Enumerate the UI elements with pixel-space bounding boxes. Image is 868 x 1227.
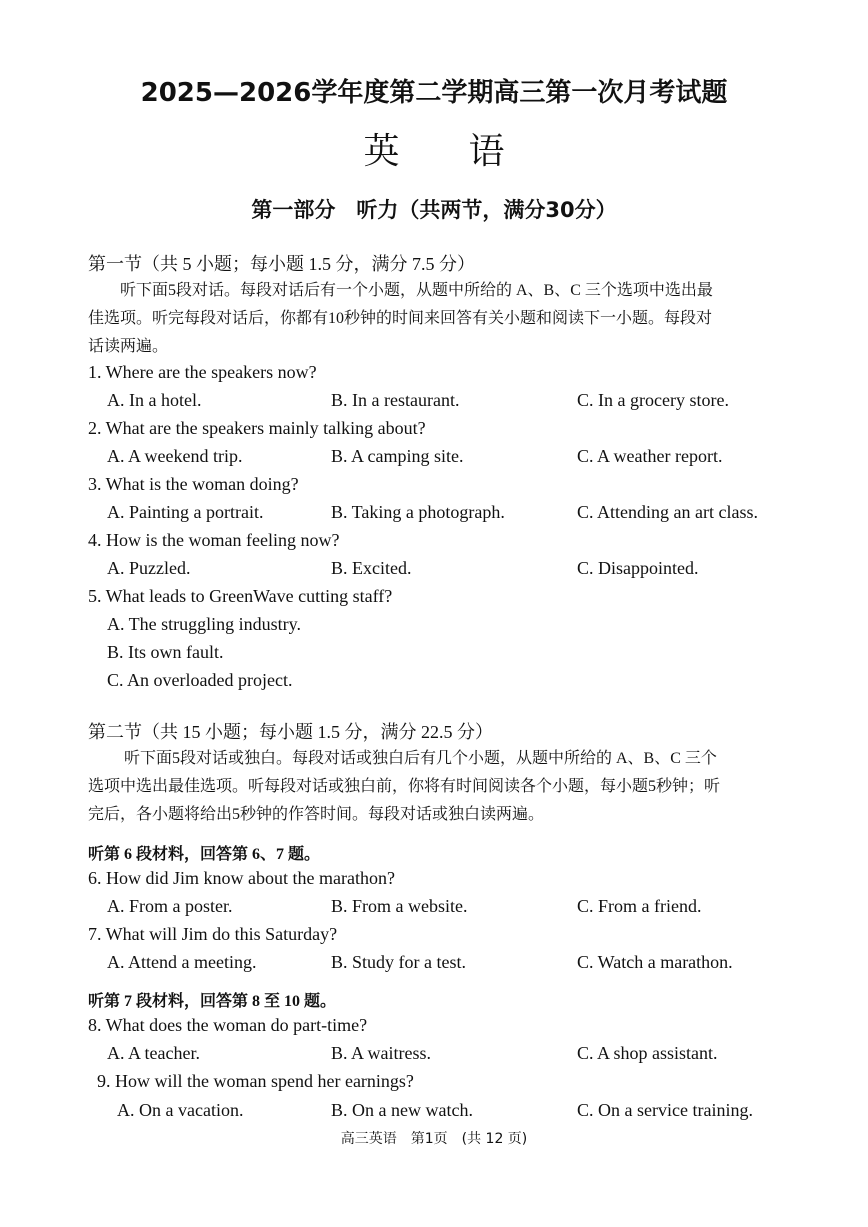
option-c: C. From a friend. — [577, 896, 702, 916]
question-stem: 4. How is the woman feeling now? — [88, 530, 340, 550]
option-c: C. A shop assistant. — [577, 1043, 718, 1063]
option-c: C. Attending an art class. — [577, 502, 758, 522]
option-c: C. On a service training. — [577, 1100, 753, 1120]
instruction-line: 佳选项。听完每段对话后，你都有10秒钟的时间来回答有关小题和阅读下一小题。每段对 — [88, 310, 713, 327]
option-a: A. In a hotel. — [107, 390, 202, 410]
question-stem: 8. What does the woman do part-time? — [88, 1015, 368, 1035]
option-a: A. A teacher. — [107, 1043, 200, 1063]
option-c: C. Watch a marathon. — [577, 952, 733, 972]
option-a: A. The struggling industry. — [107, 614, 301, 634]
exam-title: 2025—2026学年度第二学期高三第一次月考试题 — [140, 78, 728, 108]
option-a: A. On a vacation. — [117, 1100, 244, 1120]
section1-instructions — [88, 277, 788, 361]
option-b: B. In a restaurant. — [331, 390, 460, 410]
section1-heading: 第一节（共 5 小题；每小题 1.5 分，满分 7.5 分） — [88, 254, 475, 274]
section2-instructions — [88, 745, 788, 829]
option-c: C. A weather report. — [577, 446, 723, 466]
instruction-line: 完后，各小题将给出5秒钟的作答时间。每段对话或独白读两遍。 — [88, 806, 545, 823]
question-stem: 2. What are the speakers mainly talking about? — [88, 418, 426, 438]
option-a: A. Attend a meeting. — [107, 952, 257, 972]
instruction-line: 听下面5段对话或独白。每段对话或独白后有几个小题，从题中所给的 A、B、C 三个 — [124, 750, 717, 767]
question-stem: 1. Where are the speakers now? — [88, 362, 317, 382]
instruction-line: 听下面5段对话。每段对话后有一个小题，从题中所给的 A、B、C 三个选项中选出最 — [120, 282, 713, 299]
option-b: B. Study for a test. — [331, 952, 466, 972]
option-b: B. Its own fault. — [107, 642, 224, 662]
page-footer: 高三英语 第1页 (共 12 页) — [340, 1131, 528, 1147]
option-c: C. In a grocery store. — [577, 390, 729, 410]
option-a: A. Painting a portrait. — [107, 502, 264, 522]
option-b: B. Excited. — [331, 558, 412, 578]
option-a: A. Puzzled. — [107, 558, 191, 578]
material-instruction: 听第 7 段材料，回答第 8 至 10 题。 — [88, 993, 337, 1010]
instruction-line: 选项中选出最佳选项。听每段对话或独白前，你将有时间阅读各个小题，每小题5秒钟；听 — [88, 778, 721, 795]
question-stem: 5. What leads to GreenWave cutting staff? — [88, 586, 393, 606]
part-heading: 第一部分 听力（共两节，满分30分） — [251, 198, 617, 222]
question-stem: 9. How will the woman spend her earnings? — [97, 1071, 414, 1091]
option-b: B. A camping site. — [331, 446, 464, 466]
option-c: C. Disappointed. — [577, 558, 699, 578]
option-a: A. From a poster. — [107, 896, 233, 916]
question-stem: 3. What is the woman doing? — [88, 474, 299, 494]
option-b: B. On a new watch. — [331, 1100, 473, 1120]
question-stem: 6. How did Jim know about the marathon? — [88, 868, 395, 888]
section2-heading: 第二节（共 15 小题；每小题 1.5 分，满分 22.5 分） — [88, 722, 493, 742]
option-a: A. A weekend trip. — [107, 446, 243, 466]
option-b: B. A waitress. — [331, 1043, 432, 1063]
option-b: B. From a website. — [331, 896, 468, 916]
material-instruction: 听第 6 段材料，回答第 6、7 题。 — [88, 846, 321, 863]
option-b: B. Taking a photograph. — [331, 502, 505, 522]
question-stem: 7. What will Jim do this Saturday? — [88, 924, 338, 944]
subject-title: 英 语 — [363, 131, 535, 171]
option-c: C. An overloaded project. — [107, 670, 293, 690]
instruction-line: 话读两遍。 — [88, 338, 169, 355]
